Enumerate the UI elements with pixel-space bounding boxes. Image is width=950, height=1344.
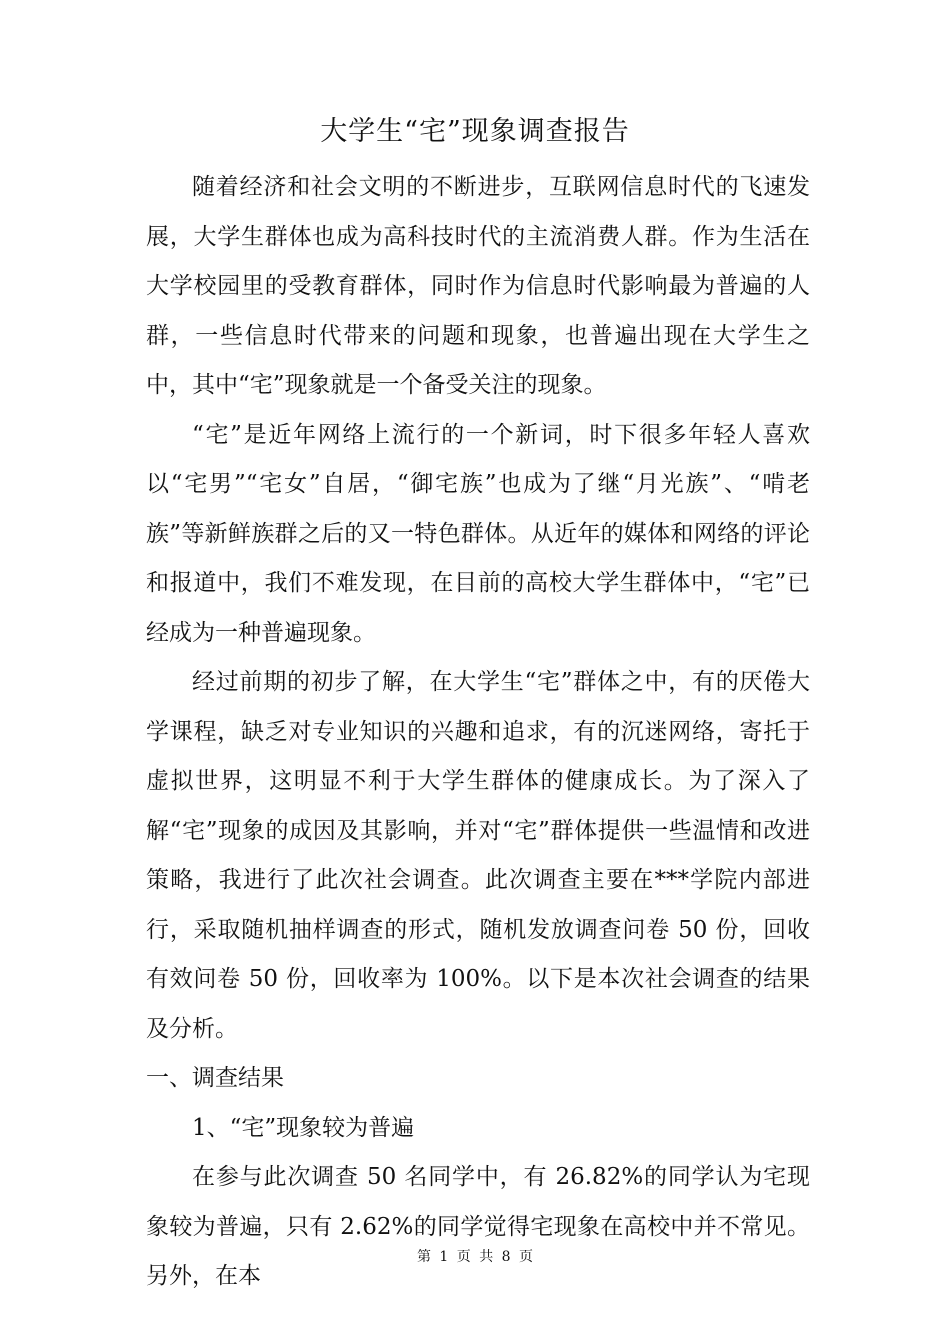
paragraph-method: 经过前期的初步了解，在大学生“宅”群体之中，有的厌倦大学课程，缺乏对专业知识的兴趣和追求，有的沉迷网络，寄托于虚拟世界，这明显不利于大学生群体的健康成长。为了深入了解“宅”现象的成因及其影响，并对“宅”群体提供一些温情和改进策略，我进行了此次社会调查。此次调查主要在***学院内部进行，采取随机抽样调查的形式，随机发放调查问卷 50 份，回收有效问卷 50 份，回收率为 100%。以下是本次社会调查的结果及分析。: [146, 669, 810, 1042]
subsection-heading-prevalence: 1、“宅”现象较为普遍: [192, 1114, 415, 1141]
section-heading-results: 一、调查结果: [146, 1065, 284, 1091]
page-footer: 第 1 页 共 8 页: [416, 1249, 534, 1265]
document-body: [146, 163, 810, 1302]
paragraph-intro: 随着经济和社会文明的不断进步，互联网信息时代的飞速发展，大学生群体也成为高科技时代的主流消费人群。作为生活在大学校园里的受教育群体，同时作为信息时代影响最为普遍的人群，一些信息时代带来的问题和现象，也普遍出现在大学生之中，其中“宅”现象就是一个备受关注的现象。: [146, 174, 810, 398]
document-title: 大学生“宅”现象调查报告: [320, 116, 630, 147]
paragraph-results: 在参与此次调查 50 名同学中，有 26.82%的同学认为宅现象较为普遍，只有 2.62%的同学觉得宅现象在高校中并不常见。另外，在本: [146, 1164, 810, 1289]
paragraph-definition: “宅”是近年网络上流行的一个新词，时下很多年轻人喜欢以“宅男”“宅女”自居，“御宅族”也成为了继“月光族”、“啃老族”等新鲜族群之后的又一特色群体。从近年的媒体和网络的评论和报道中，我们不难发现，在目前的高校大学生群体中，“宅”已经成为一种普遍现象。: [146, 421, 810, 646]
